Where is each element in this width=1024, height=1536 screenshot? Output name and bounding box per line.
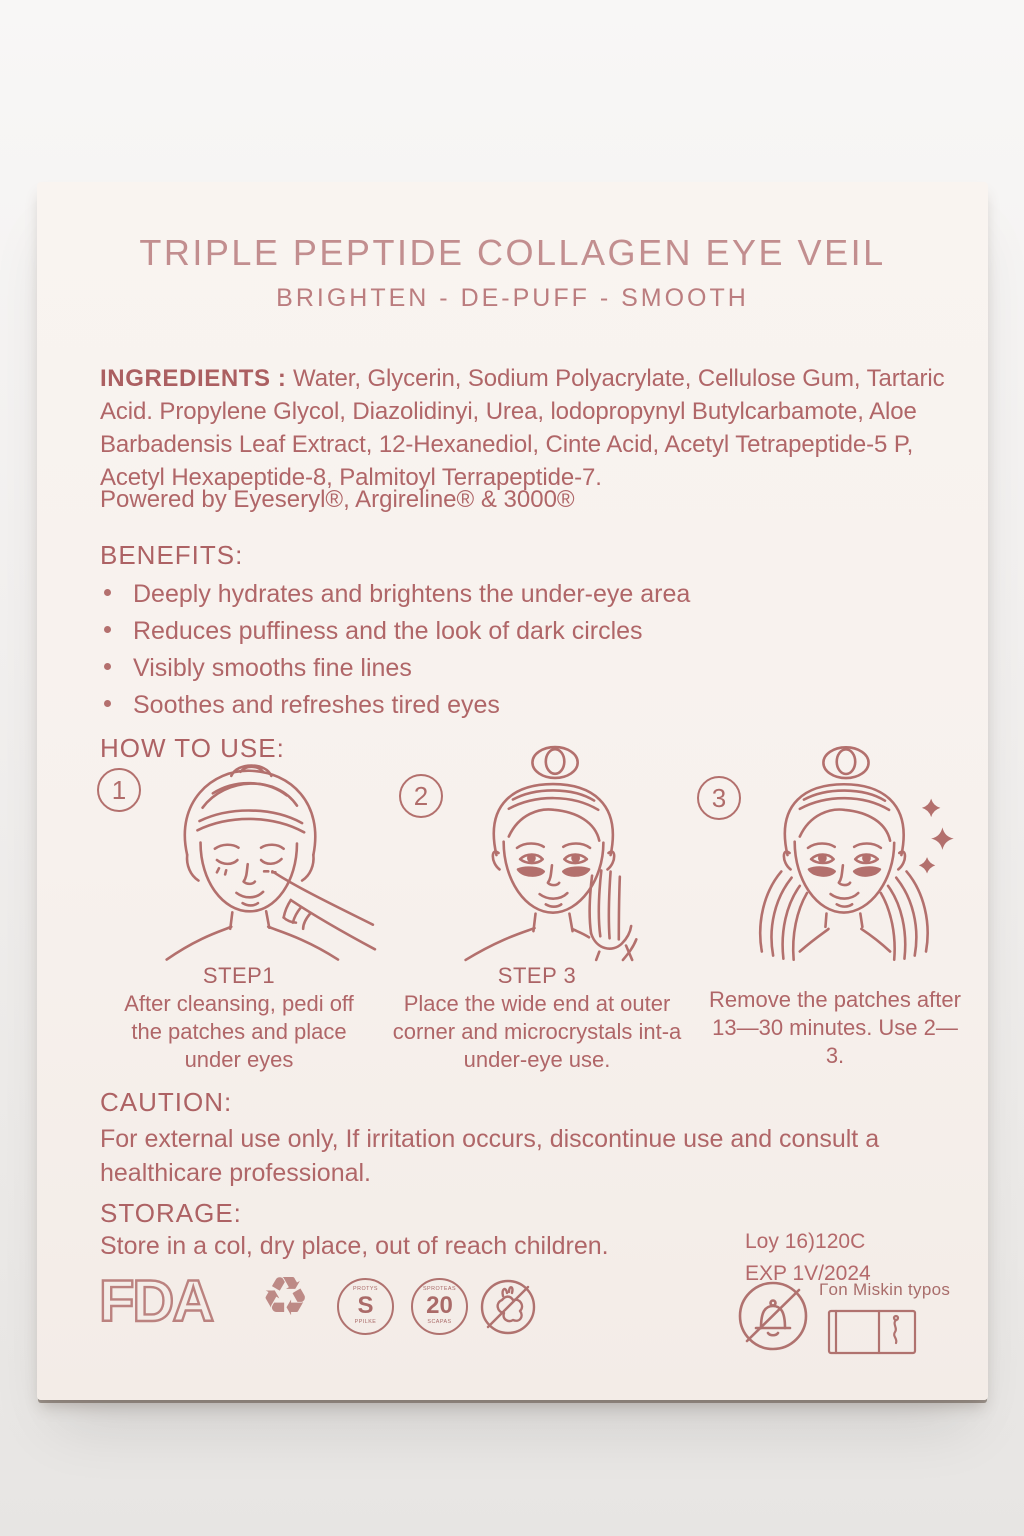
ingredients-text: Water, Glycerin, Sodium Polyacrylate, Cellulose Gum, Tartaric Acid. Propylene Glycol, Diazolidinyi, Urea, lodopropynyl Butylcarbamote, Aloe Barbadensis Leaf Extract, 12-Hexanediol, Cinte Acid, Acetyl Tetrapeptide-5 P, Acetyl Hexapeptide-8, Palmitoyl Terrapeptide-7. xyxy=(100,365,945,491)
product-title: TRIPLE PEPTIDE COLLAGEN EYE VEIL xyxy=(139,232,886,273)
how-to-use-heading: HOW TO USE: xyxy=(100,733,285,763)
lot-number: Loy 16)120C xyxy=(745,1230,866,1253)
step-number-badge: 1 xyxy=(97,768,141,812)
step-number-badge: 2 xyxy=(399,774,443,818)
caution-text: For external use only, If irritation occurs, discontinue use and consult a healthicare professional. xyxy=(100,1125,880,1187)
product-box-back-panel xyxy=(37,182,988,1400)
step-number-badge: 3 xyxy=(697,776,741,820)
leaflet-caption: Гon Miskin typos xyxy=(819,1280,951,1299)
powered-by-line: Powered by Eyeseryl®, Argireline® & 3000® xyxy=(100,486,575,513)
prohibition-icon xyxy=(735,1278,811,1359)
storage-text: Store in a col, dry place, out of reach children. xyxy=(100,1232,609,1260)
20-badge-top-text: SPROTEAS xyxy=(422,1286,457,1292)
20-badge xyxy=(411,1278,468,1335)
ingredients-label: INGREDIENTS : xyxy=(100,365,287,392)
step1-text: After cleansing, pedi off the patches and place under eyes xyxy=(124,991,354,1072)
benefits-heading: BENEFITS: xyxy=(100,540,244,570)
s-badge xyxy=(337,1278,394,1335)
benefit-text: Reduces puffiness and the look of dark circles xyxy=(133,617,643,645)
s-badge-bottom-text: PPILKE xyxy=(354,1319,377,1325)
benefit-text: Visibly smooths fine lines xyxy=(133,654,412,682)
recycle-icon: ♻ xyxy=(261,1267,310,1327)
step2-text: Place the wide end at outer corner and microcrystals int-a under-eye use. xyxy=(392,991,682,1072)
leaflet-icon xyxy=(825,1306,919,1363)
caution-heading: CAUTION: xyxy=(100,1087,233,1117)
20-badge-number: 20 xyxy=(426,1292,453,1319)
product-subtitle: BRIGHTEN - DE-PUFF - SMOOTH xyxy=(276,284,749,312)
20-badge-bottom-text: SCAPAS xyxy=(427,1319,452,1325)
benefit-text: Soothes and refreshes tired eyes xyxy=(133,691,500,719)
s-badge-top-text: PROTYS xyxy=(353,1286,378,1292)
fda-text: FDA xyxy=(99,1274,213,1328)
benefit-text: Deeply hydrates and brightens the under-eye area xyxy=(133,580,691,608)
certification-icons-row xyxy=(37,182,988,1400)
expiry-date: EXP 1V/2024 xyxy=(745,1262,871,1285)
step2-label: STEP 3 xyxy=(497,963,577,988)
storage-heading: STORAGE: xyxy=(100,1198,242,1228)
step1-label: STEP1 xyxy=(202,963,276,988)
step3-text: Remove the patches after 13—30 minutes. Use 2—3. xyxy=(709,987,961,1068)
cruelty-free-icon xyxy=(479,1278,537,1341)
s-badge-letter: S xyxy=(357,1292,374,1319)
fda-logo xyxy=(97,1274,249,1333)
